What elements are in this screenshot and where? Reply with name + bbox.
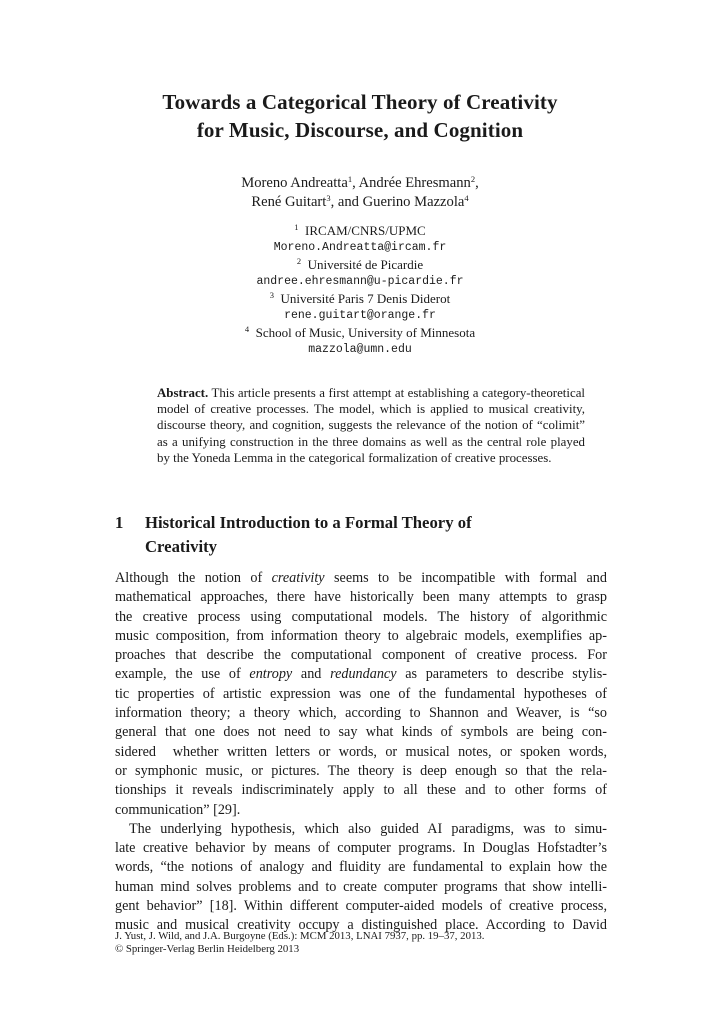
text-line (115, 569, 607, 588)
author-line-1 (0, 174, 720, 193)
affiliation-email: mazzola@umn.edu (308, 343, 412, 356)
author-line-2 (0, 193, 720, 212)
text-line: words, “the notions of analogy and fluidity are fundamental to explain how the (115, 859, 607, 876)
author-list (0, 174, 720, 212)
author-separator: , and (330, 194, 363, 210)
italic-term: redundancy (330, 666, 397, 683)
text-line: human mind solves problems and to create computer programs that show intelli- (115, 878, 607, 895)
affiliation-text: IRCAM/CNRS/UPMC (305, 223, 426, 238)
paragraph-1 (115, 569, 607, 820)
italic-term: creativity (271, 570, 325, 586)
affiliation-text: Université Paris 7 Denis Diderot (280, 291, 451, 306)
text-line: the creative process using computational models. The history of algorithmic (115, 608, 607, 625)
abstract (157, 385, 585, 466)
paragraph-2 (115, 820, 607, 936)
body-text (115, 569, 607, 936)
text-line: The underlying hypothesis, which also guided AI paradigms, was to simu- (129, 820, 607, 837)
affiliation-text: School of Music, University of Minnesota (255, 325, 476, 340)
text-line: late creative behavior by means of computer programs. In Douglas Hofstadter’s (115, 840, 607, 857)
section-heading-line-1: Historical Introduction to a Formal Theory of (145, 513, 472, 532)
text-line: information theory; a theory which, according to Shannon and Weaver, is “so (115, 705, 607, 722)
author-mark: 1 (347, 174, 353, 184)
text-line: or symphonic music, or pictures. The theory is deep enough so that the rela- (115, 762, 607, 779)
text-run: example, the use of (115, 666, 250, 683)
text-line: mathematical approaches, there have historically been many attempts to grasp (115, 589, 607, 606)
affiliation-name (0, 256, 720, 273)
author-mark: 3 (326, 193, 331, 203)
paper-title (0, 88, 720, 144)
author-name: René Guitart (251, 194, 327, 210)
italic-term: entropy (249, 666, 293, 683)
text-line (115, 665, 607, 684)
title-line-2: for Music, Discourse, and Cognition (196, 118, 524, 142)
affiliation-name (0, 290, 720, 307)
page-footer (115, 930, 607, 956)
text-line: gent behavior” [18]. Within different computer-aided models of creative process, (115, 898, 607, 915)
text-line: music composition, from information theory to algebraic models, exemplifies ap- (115, 627, 607, 644)
section-heading (145, 511, 605, 559)
section-number: 1 (115, 513, 124, 532)
affiliation-name (0, 324, 720, 341)
author-name: Moreno Andreatta (241, 175, 348, 191)
abstract-label: Abstract. (157, 386, 209, 400)
author-mark: 2 (470, 174, 476, 184)
affiliation-list (0, 222, 720, 358)
footer-citation: J. Yust, J. Wild, and J.A. Burgoyne (Eds.): MCM 2013, LNAI 7937, pp. 19–37, 2013. (115, 930, 485, 942)
text-run: as parameters to describe stylis- (396, 666, 607, 683)
author-separator: , (475, 175, 479, 191)
text-line: tionships it reveals indiscriminately apply to all these and to other forms of (115, 782, 607, 799)
text-line: music and musical creativity occupy a distinguished place. According to David (115, 917, 607, 934)
text-line: general that one does not need to say what kinds of symbols are being con- (115, 724, 607, 741)
affiliation-mark: 1 (294, 222, 299, 232)
affiliation-email: Moreno.Andreatta@ircam.fr (273, 241, 447, 254)
author-name: Guerino Mazzola (362, 194, 465, 210)
text-run: and (292, 666, 331, 683)
abstract-text: This article presents a first attempt at establishing a category-theoretical model of creative processes. The model, which is applied to musical creativity, discourse theory, and cognition, suggests the relevance of the notion of “colimit” as a unifying construction in the three domains as well as the central role played by the Yoneda Lemma in the categorical formalization of creative processes. (157, 386, 585, 465)
affiliation-email: andree.ehresmann@u-picardie.fr (256, 275, 464, 288)
footer-copyright: © Springer-Verlag Berlin Heidelberg 2013 (115, 943, 300, 955)
author-name: Andrée Ehresmann (358, 175, 471, 191)
title-line-1: Towards a Categorical Theory of Creativity (162, 90, 558, 114)
affiliation-mark: 4 (244, 324, 250, 334)
section-heading-line-2: Creativity (145, 537, 217, 556)
text-line: sidered whether written letters or words, or musical notes, or spoken words, (115, 743, 607, 760)
text-line: tic properties of artistic expression was one of the fundamental hypotheses of (115, 685, 607, 702)
affiliation-email: rene.guitart@orange.fr (284, 309, 436, 322)
author-separator: , (352, 175, 359, 191)
author-mark: 4 (464, 193, 469, 203)
text-run: seems to be incompatible with formal and (324, 570, 607, 586)
affiliation-mark: 3 (269, 290, 275, 300)
text-line: proaches that describe the computational component of creative process. For (115, 647, 607, 664)
affiliation-name (0, 222, 720, 239)
affiliation-mark: 2 (296, 256, 302, 266)
affiliation-text: Université de Picardie (307, 257, 424, 272)
text-line: communication” [29]. (115, 801, 241, 818)
text-run: Although the notion of (115, 570, 272, 586)
